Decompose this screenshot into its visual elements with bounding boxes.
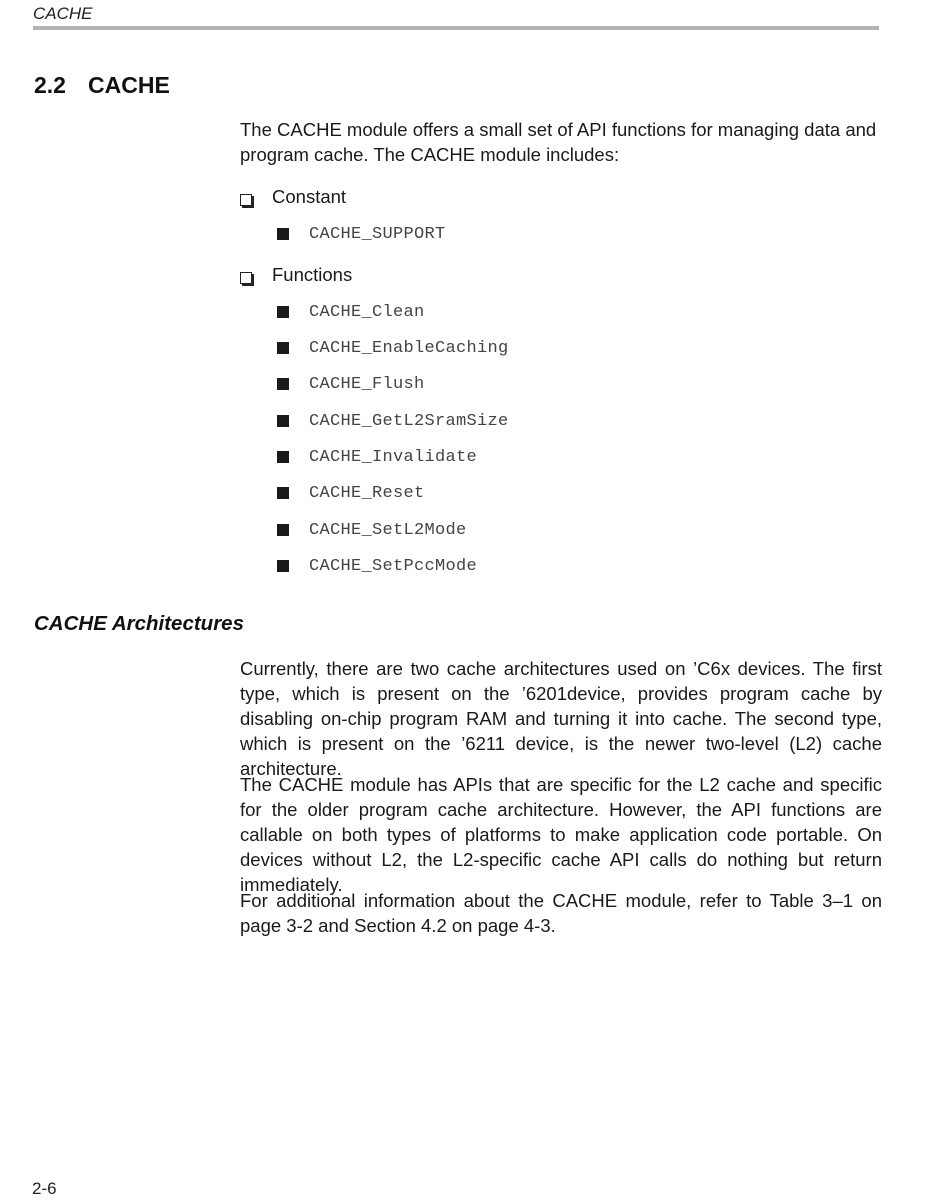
square-bullet-icon xyxy=(277,378,289,390)
list-item xyxy=(277,446,477,468)
list-item xyxy=(277,337,509,359)
architectures-paragraph-2: The CACHE module has APIs that are specific for the L2 cache and specific for the older program cache architecture. However, the API functions are callable on both types of platforms to make application code portable. On devices without L2, the L2-specific cache API calls do nothing but return immediately. xyxy=(240,774,882,895)
subsection-title: CACHE Architectures xyxy=(34,612,244,635)
functions-label: Functions xyxy=(272,264,353,285)
checkbox-bullet-icon xyxy=(240,272,252,284)
square-bullet-icon xyxy=(277,415,289,427)
list-item xyxy=(277,373,425,395)
constant-name: CACHE_SUPPORT xyxy=(309,224,446,244)
function-name: CACHE_SetL2Mode xyxy=(309,520,467,540)
square-bullet-icon xyxy=(277,487,289,499)
header-rule xyxy=(33,26,879,30)
constant-label: Constant xyxy=(272,186,347,207)
list-item xyxy=(277,482,425,504)
list-item xyxy=(277,301,425,323)
list-item xyxy=(277,410,509,432)
functions-list-heading xyxy=(240,262,352,287)
section-title-text: CACHE xyxy=(88,72,170,98)
square-bullet-icon xyxy=(277,451,289,463)
checkbox-bullet-icon xyxy=(240,194,252,206)
function-name: CACHE_GetL2SramSize xyxy=(309,411,509,431)
architectures-paragraph-3: For additional information about the CACHE module, refer to Table 3–1 on page 3-2 and Section 4.2 on page 4-3. xyxy=(240,890,882,936)
function-name: CACHE_Clean xyxy=(309,302,425,322)
section-title xyxy=(34,72,170,99)
running-header: CACHE xyxy=(33,4,93,23)
function-name: CACHE_EnableCaching xyxy=(309,338,509,358)
constant-list-heading xyxy=(240,184,346,209)
function-name: CACHE_Invalidate xyxy=(309,447,478,467)
list-item xyxy=(277,223,446,245)
list-item xyxy=(277,555,477,577)
square-bullet-icon xyxy=(277,228,289,240)
square-bullet-icon xyxy=(277,560,289,572)
square-bullet-icon xyxy=(277,524,289,536)
architectures-paragraph-1: Currently, there are two cache architectures used on ’C6x devices. The first type, which is present on the ’6201device, provides program cache by disabling on-chip program RAM and turning it into cache. The second type, which is present on the ’6211 device, is the newer two-level (L2) cache architecture. xyxy=(240,658,882,779)
section-number: 2.2 xyxy=(34,72,66,98)
intro-paragraph: The CACHE module offers a small set of API functions for managing data and program cache. The CACHE module includes: xyxy=(240,119,877,165)
function-name: CACHE_Reset xyxy=(309,483,425,503)
square-bullet-icon xyxy=(277,306,289,318)
page-number: 2-6 xyxy=(32,1179,57,1198)
square-bullet-icon xyxy=(277,342,289,354)
function-name: CACHE_Flush xyxy=(309,374,425,394)
list-item xyxy=(277,519,467,541)
function-name: CACHE_SetPccMode xyxy=(309,556,478,576)
